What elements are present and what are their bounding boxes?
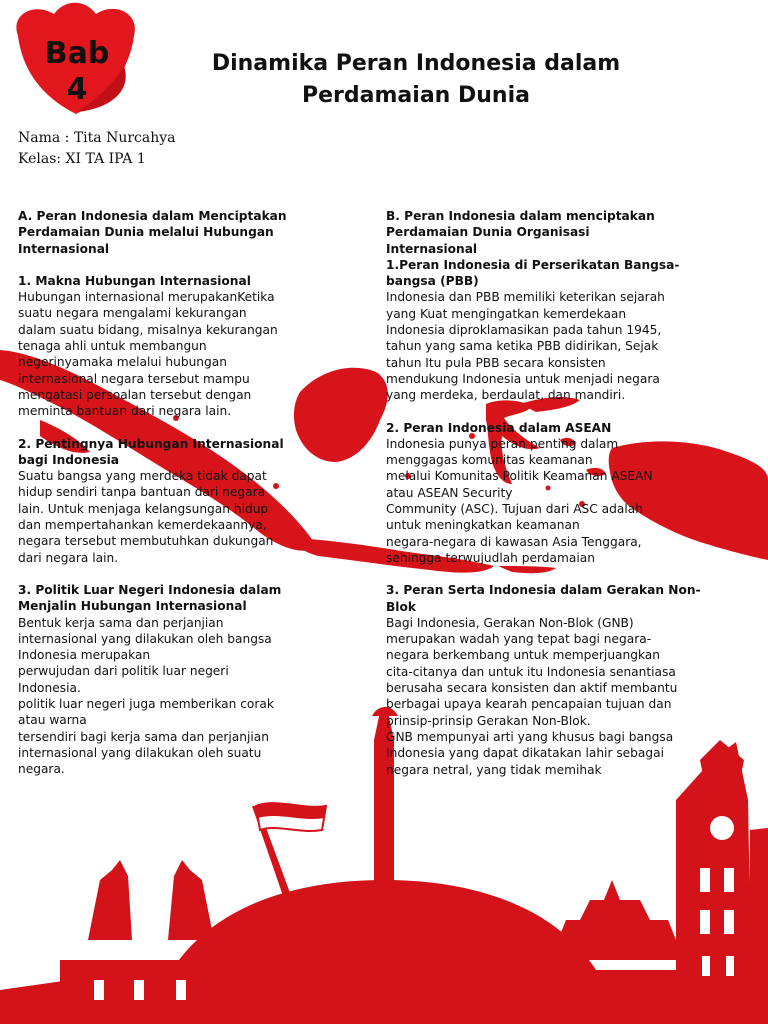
student-name: Nama : Tita Nurcahya <box>18 130 176 146</box>
text-line: Indonesia dan PBB memiliki keterikan sejarah <box>386 290 665 305</box>
text-line: 1.Peran Indonesia di Perserikatan Bangsa- <box>386 257 680 272</box>
chapter-badge <box>42 36 112 108</box>
paragraph <box>386 436 751 566</box>
subsection-title <box>386 582 751 615</box>
title-line-1: Dinamika Peran Indonesia dalam <box>211 51 621 76</box>
title-line-2: Perdamaian Dunia <box>302 83 530 108</box>
heading-line: Internasional <box>386 241 478 256</box>
text-line: suatu negara mengalami kekurangan <box>18 306 247 321</box>
text-line: untuk meningkatkan keamanan <box>386 518 580 533</box>
text-line: Suatu bangsa yang merdeka tidak dapat <box>18 469 267 484</box>
text-line: Indonesia diproklamasikan pada tahun 1945, <box>386 323 662 338</box>
subsection-title <box>386 257 751 290</box>
text-line: 2. Pentingnya Hubungan Internasional <box>18 436 284 451</box>
text-line: melalui Komunitas Politik Keamanan ASEAN <box>386 469 653 484</box>
text-line: lain. Untuk menjaga kelangsungan hidup <box>18 501 269 516</box>
text-line: negara netral, yang tidak memihak <box>386 762 602 777</box>
text-line: menggagas komunitas keamanan <box>386 453 593 468</box>
text-line: tahun Itu pula PBB secara konsisten <box>386 355 606 370</box>
chapter-number: 4 <box>66 72 88 107</box>
text-line: 3. Politik Luar Negeri Indonesia dalam <box>18 582 282 597</box>
student-class: Kelas: XI TA IPA 1 <box>18 151 146 167</box>
subsection-title <box>18 582 336 615</box>
text-line: bagi Indonesia <box>18 452 119 467</box>
subsection-title: 1. Makna Hubungan Internasional <box>18 273 251 288</box>
paragraph <box>18 615 336 778</box>
paragraph <box>18 289 336 419</box>
text-line: Indonesia yang dapat dikatakan lahir sebagai <box>386 746 664 761</box>
left-column <box>18 208 336 778</box>
text-line: mengatasi persoalan tersebut dengan <box>18 387 252 402</box>
text-line: Indonesia. <box>18 680 81 695</box>
text-line: dan mempertahankan kemerdekaannya, <box>18 518 267 533</box>
text-line: prinsip-prinsip Gerakan Non-Blok. <box>386 713 591 728</box>
text-line: negara tersebut membutuhkan dukungan <box>18 534 274 549</box>
text-line: negerinyamaka melalui hubungan <box>18 355 227 370</box>
subsection-title <box>18 436 336 469</box>
text-line: Blok <box>386 599 416 614</box>
heading-line: Internasional <box>18 241 110 256</box>
paragraph <box>386 289 751 403</box>
text-line: Bentuk kerja sama dan perjanjian <box>18 615 224 630</box>
chapter-label: Bab <box>44 36 110 71</box>
text-line: Community (ASC). Tujuan dari ASC adalah <box>386 502 643 517</box>
text-line: atau ASEAN Security <box>386 485 513 500</box>
text-line: dari negara lain. <box>18 550 119 565</box>
text-line: yang Kuat mengingatkan kemerdekaan <box>386 306 627 321</box>
text-line: tersendiri bagi kerja sama dan perjanjian <box>18 729 269 744</box>
text-line: atau warna <box>18 713 87 728</box>
right-column <box>386 208 751 778</box>
text-line: Hubungan internasional merupakanKetika <box>18 290 275 305</box>
paragraph <box>386 615 751 778</box>
text-line: negara. <box>18 762 65 777</box>
text-line: 3. Peran Serta Indonesia dalam Gerakan Non- <box>386 583 701 598</box>
text-line: internasional yang dilakukan oleh bangsa <box>18 631 272 646</box>
subsection-title: 2. Peran Indonesia dalam ASEAN <box>386 420 612 435</box>
text-line: bangsa (PBB) <box>386 274 479 289</box>
text-line: GNB mempunyai arti yang khusus bagi bangsa <box>386 729 674 744</box>
text-line: politik luar negeri juga memberikan corak <box>18 697 274 712</box>
text-line: Indonesia punya peran penting dalam <box>386 436 619 451</box>
text-line: tahun yang sama ketika PBB didirikan, Sejak <box>386 339 659 354</box>
text-line: mendukung Indonesia untuk menjadi negara <box>386 371 660 386</box>
section-b-heading <box>386 208 751 257</box>
heading-line: B. Peran Indonesia dalam menciptakan <box>386 209 655 223</box>
text-line: negara-negara di kawasan Asia Tenggara, <box>386 534 642 549</box>
heading-line: A. Peran Indonesia dalam Menciptakan <box>18 209 287 223</box>
section-a-heading <box>18 208 336 257</box>
text-line: hidup sendiri tanpa bantuan dari negara <box>18 485 266 500</box>
text-line: tenaga ahli untuk membangun <box>18 339 207 354</box>
text-line: internasional yang dilakukan oleh suatu <box>18 745 262 760</box>
text-line: berusaha secara konsisten dan aktif membantu <box>386 681 678 696</box>
text-line: Bagi Indonesia, Gerakan Non-Blok (GNB) <box>386 615 634 630</box>
text-line: sehingga terwujudlah perdamaian <box>386 550 595 565</box>
text-line: meminta bantuan dari negara lain. <box>18 404 232 419</box>
page-title <box>140 48 692 112</box>
text-line: merupakan wadah yang tepat bagi negara- <box>386 632 652 647</box>
heading-line: Perdamaian Dunia Organisasi <box>386 225 590 240</box>
text-line: negara berkembang untuk memperjuangkan <box>386 648 661 663</box>
paragraph <box>18 468 336 566</box>
text-line: perwujudan dari politik luar negeri <box>18 664 229 679</box>
text-line: internasional negara tersebut mampu <box>18 371 250 386</box>
text-line: cita-citanya dan untuk itu Indonesia senantiasa <box>386 664 676 679</box>
text-line: dalam suatu bidang, misalnya kekurangan <box>18 322 278 337</box>
heading-line: Perdamaian Dunia melalui Hubungan <box>18 225 274 240</box>
text-line: Menjalin Hubungan Internasional <box>18 599 247 614</box>
text-line: yang merdeka, berdaulat, dan mandiri. <box>386 388 626 403</box>
text-line: berbagai upaya kearah pencapaian tujuan dan <box>386 697 672 712</box>
student-info <box>18 128 176 170</box>
text-line: Indonesia merupakan <box>18 648 151 663</box>
